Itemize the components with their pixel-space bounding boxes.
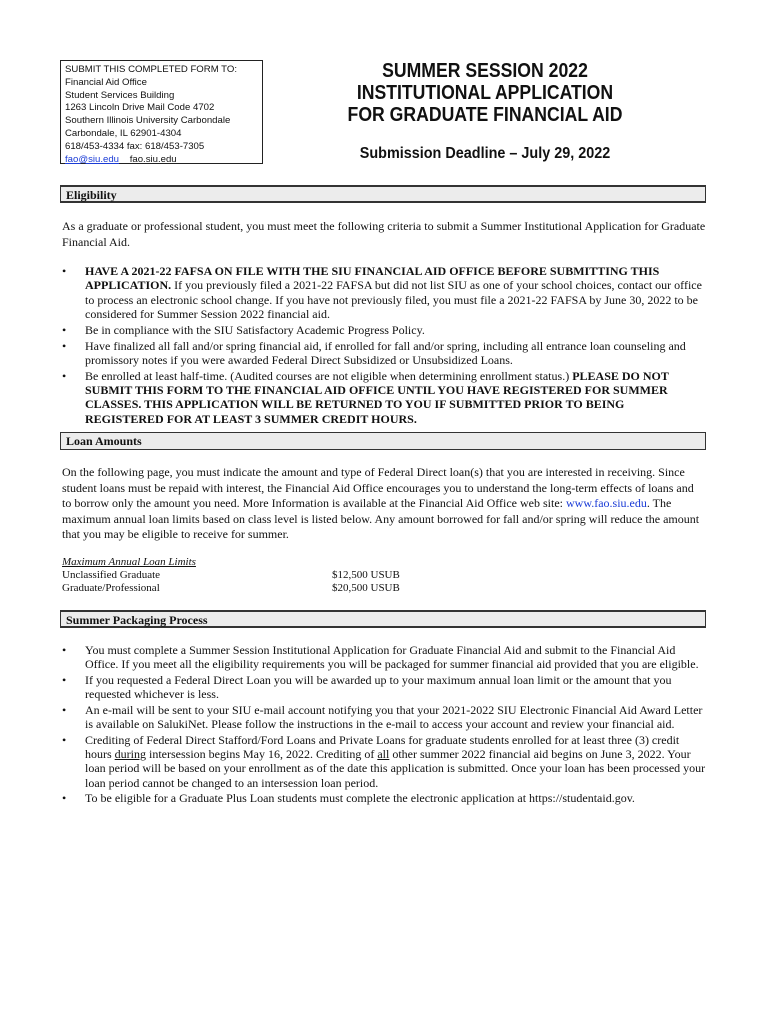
- title-line-2: INSTITUTIONAL APPLICATION: [356, 81, 614, 104]
- packaging-heading: Summer Packaging Process: [60, 610, 706, 628]
- eligibility-intro: As a graduate or professional student, you must meet the following criteria to submit a Summer Institutional Application for Graduate Financial Aid.: [62, 219, 706, 249]
- submission-address-box: [60, 60, 263, 164]
- address-line: Financial Aid Office: [65, 76, 147, 88]
- loan-limits-table: [62, 556, 422, 595]
- fafsa-details: If you previously filed a 2021-22 FAFSA but did not list SIU as one of your school choices, contact our office to process an electronic school change. If you have not previously filed, you must file a 2021-22 FAFSA by June 30, 2022 to be considered for Summer Session 2022 financial aid.: [85, 278, 702, 321]
- loan-paragraph-part: . The maximum annual loan limits based on class level is listed below. Any amount borrowed for fall and/or spring will reduce the amount that you may be eligible to receive for summer.: [62, 496, 700, 542]
- fafsa-requirement: HAVE A 2021-22 FAFSA ON FILE WITH THE SIU FINANCIAL AID OFFICE BEFORE SUBMITTING THIS APPLICATION.: [85, 264, 660, 293]
- address-line: SUBMIT THIS COMPLETED FORM TO:: [65, 64, 237, 75]
- class-level: Unclassified Graduate: [62, 569, 161, 581]
- crediting-text: Crediting of Federal Direct Stafford/Ford Loans and Private Loans for graduate students enrolled for at least three (3) credit hours: [85, 732, 680, 761]
- form-title: [320, 60, 650, 126]
- list-item: • An e-mail will be sent to your SIU e-mail account notifying you that your 2021-2022 SIU Electronic Financial Aid Award Letter is available on SalukiNet. Please follow the instructions in the e-mail to access your account and review your financial aid.: [60, 703, 706, 732]
- class-level: Graduate/Professional: [62, 582, 160, 594]
- address-line: Southern Illinois University Carbondale: [65, 115, 231, 127]
- list-item: • Be in compliance with the SIU Satisfactory Academic Progress Policy.: [60, 323, 706, 337]
- loan-limit-amount: $12,500 USUB: [332, 569, 400, 581]
- list-item: [60, 733, 706, 790]
- loan-limits-caption: Maximum Annual Loan Limits: [62, 556, 196, 568]
- list-item: [60, 369, 706, 426]
- crediting-emphasis: all: [377, 746, 390, 761]
- list-item: • Have finalized all fall and/or spring financial aid, if enrolled for fall and/or spring, including all entrance loan counseling and promissory notes if you were awarded Federal Direct Subsidized or Unsubsidized Loans.: [60, 339, 706, 368]
- table-row: [62, 569, 422, 582]
- address-contact-line: [65, 154, 258, 167]
- list-item: [60, 264, 706, 321]
- title-line-1: SUMMER SESSION 2022: [382, 59, 588, 82]
- crediting-emphasis: during: [114, 746, 147, 761]
- address-line: Carbondale, IL 62901-4304: [65, 127, 182, 139]
- fao-website-link[interactable]: www.fao.siu.edu: [565, 496, 647, 511]
- crediting-text: other summer 2022 financial aid begins on June 3, 2022. Your loan period will be based on your enrollment as of the date this application is submitted. Once your loan has been processed your loan period cannot be changed to an intersession loan period.: [85, 746, 706, 790]
- registration-warning: PLEASE DO NOT SUBMIT THIS FORM TO THE FINANCIAL AID OFFICE UNTIL YOU HAVE REGISTERED FOR SUMMER CLASSES. THIS APPLICATION WILL BE RETURNED TO YOU IF SUBMITTED PRIOR TO BEING REGISTERED FOR AT LEAST 3 SUMMER CREDIT HOURS.: [85, 368, 669, 426]
- list-item: • To be eligible for a Graduate Plus Loan students must complete the electronic application at https://studentaid.gov.: [60, 791, 706, 805]
- loan-limit-amount: $20,500 USUB: [332, 582, 400, 594]
- website-text: fao.siu.edu: [129, 153, 177, 165]
- address-line: 618/453-4334 fax: 618/453-7305: [65, 140, 205, 152]
- address-line: 1263 Lincoln Drive Mail Code 4702: [65, 102, 215, 114]
- loan-paragraph-part: On the following page, you must indicate the amount and type of Federal Direct loan(s) that you are interested in receiving. Since student loans must be repaid with interest, the Financial Aid Office encourages you to understand the long-term effects of loans and to borrow only the amount you need. More Information is available at the Financial Aid Office web site:: [62, 465, 694, 511]
- submission-deadline: Submission Deadline – July 29, 2022: [359, 145, 611, 162]
- address-line: Student Services Building: [65, 89, 175, 101]
- packaging-list: [60, 643, 706, 807]
- eligibility-list: [60, 264, 706, 428]
- enrollment-text: Be enrolled at least half-time. (Audited courses are not eligible when determining enrollment status.): [85, 368, 573, 383]
- table-row: [62, 582, 422, 595]
- list-item: • If you requested a Federal Direct Loan you will be awarded up to your maximum annual loan limit or the amount that you requested whichever is less.: [60, 673, 706, 702]
- loan-amounts-text: [62, 465, 706, 543]
- crediting-text: intersession begins May 16, 2022. Crediting of: [146, 746, 378, 761]
- email-link[interactable]: fao@siu.edu: [65, 153, 120, 165]
- eligibility-heading: Eligibility: [60, 185, 706, 203]
- list-item: • You must complete a Summer Session Institutional Application for Graduate Financial Aid and submit to the Financial Aid Office. If you meet all the eligibility requirements you will be packaged for summer financial aid provided that you are eligible.: [60, 643, 706, 672]
- title-line-3: FOR GRADUATE FINANCIAL AID: [347, 103, 623, 126]
- loan-amounts-heading: Loan Amounts: [60, 432, 706, 450]
